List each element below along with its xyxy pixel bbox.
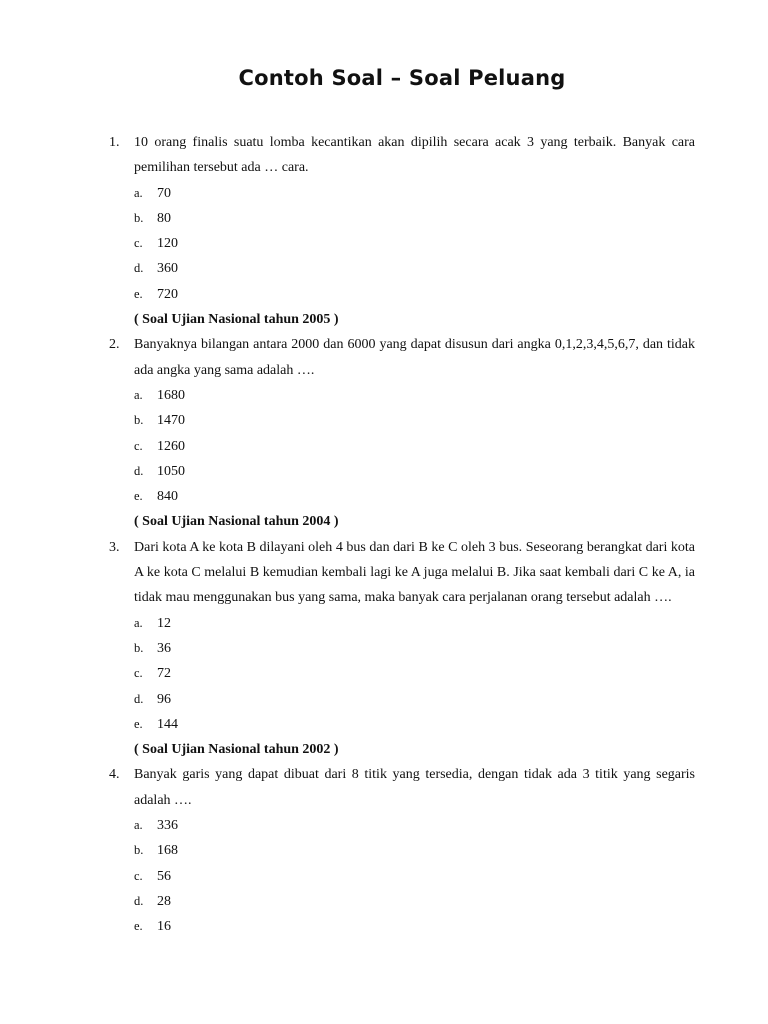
question-1 xyxy=(109,130,695,332)
option-a xyxy=(134,611,695,636)
option-e xyxy=(134,712,695,737)
option-letter: a. xyxy=(134,185,143,200)
option-a xyxy=(134,181,695,206)
option-list xyxy=(134,383,695,509)
question-text: Banyaknya bilangan antara 2000 dan 6000 yang dapat disusun dari angka 0,1,2,3,4,5,6,7, dan tidak ada angka yang sama adalah …. xyxy=(134,337,695,378)
option-letter: b. xyxy=(134,210,144,225)
question-3 xyxy=(109,535,695,763)
option-letter: d. xyxy=(134,463,144,478)
question-number: 4. xyxy=(109,767,120,783)
option-list xyxy=(134,181,695,307)
option-letter: c. xyxy=(134,868,143,883)
option-a xyxy=(134,383,695,408)
option-value: 360 xyxy=(157,261,178,277)
question-2 xyxy=(109,332,695,534)
question-number: 1. xyxy=(109,135,120,150)
option-c xyxy=(134,231,695,256)
option-c xyxy=(134,434,695,459)
option-d xyxy=(134,459,695,484)
option-d xyxy=(134,687,695,712)
question-text: Banyak garis yang dapat dibuat dari 8 titik yang tersedia, dengan tidak ada 3 titik yang segaris adalah …. xyxy=(134,767,695,808)
option-value: 96 xyxy=(157,691,171,707)
option-value: 840 xyxy=(157,489,178,505)
option-d xyxy=(134,256,695,281)
option-value: 72 xyxy=(157,666,171,682)
option-value: 12 xyxy=(157,615,171,631)
option-value: 1050 xyxy=(157,463,185,479)
option-letter: c. xyxy=(134,666,143,681)
question-4 xyxy=(109,762,695,939)
option-value: 80 xyxy=(157,210,171,226)
option-value: 720 xyxy=(157,286,178,302)
option-letter: a. xyxy=(134,615,143,630)
option-letter: e. xyxy=(134,286,143,301)
option-e xyxy=(134,914,695,939)
option-list xyxy=(134,813,695,939)
question-source: ( Soal Ujian Nasional tahun 2004 ) xyxy=(134,514,339,530)
option-letter: a. xyxy=(134,387,143,402)
option-c xyxy=(134,661,695,686)
option-letter: c. xyxy=(134,438,143,453)
option-letter: b. xyxy=(134,413,144,428)
option-letter: d. xyxy=(134,691,144,706)
option-letter: a. xyxy=(134,818,143,833)
option-letter: b. xyxy=(134,843,144,858)
option-value: 28 xyxy=(157,893,171,909)
question-text: 10 orang finalis suatu lomba kecantikan akan dipilih secara acak 3 yang terbaik. Banyak cara pemilihan tersebut ada … cara. xyxy=(134,135,695,176)
option-value: 168 xyxy=(157,843,178,859)
option-letter: b. xyxy=(134,640,144,655)
option-value: 36 xyxy=(157,640,171,656)
option-value: 56 xyxy=(157,868,171,884)
option-c xyxy=(134,864,695,889)
option-value: 1260 xyxy=(157,438,185,454)
option-value: 1680 xyxy=(157,387,185,403)
question-list xyxy=(109,130,695,940)
option-value: 120 xyxy=(157,236,178,252)
option-e xyxy=(134,484,695,509)
option-value: 336 xyxy=(157,818,178,834)
option-a xyxy=(134,813,695,838)
question-number: 3. xyxy=(109,539,120,555)
option-b xyxy=(134,838,695,863)
page-title: Contoh Soal – Soal Peluang xyxy=(238,66,566,90)
option-letter: d. xyxy=(134,261,144,276)
option-b xyxy=(134,206,695,231)
option-value: 144 xyxy=(157,716,178,732)
option-letter: e. xyxy=(134,716,143,731)
option-letter: e. xyxy=(134,919,143,934)
option-d xyxy=(134,889,695,914)
option-value: 70 xyxy=(157,185,171,201)
option-letter: e. xyxy=(134,489,143,504)
question-number: 2. xyxy=(109,337,120,353)
option-b xyxy=(134,636,695,661)
option-value: 1470 xyxy=(157,413,185,429)
question-source: ( Soal Ujian Nasional tahun 2002 ) xyxy=(134,742,339,758)
option-list xyxy=(134,611,695,737)
option-letter: d. xyxy=(134,893,144,908)
question-text: Dari kota A ke kota B dilayani oleh 4 bus dan dari B ke C oleh 3 bus. Seseorang berangkat dari kota A ke kota C melalui B kemudian kembali lagi ke A juga melalui B. Jika saat kembali dari C ke A, ia tidak mau menggunakan bus yang sama, maka banyak cara perjalanan orang tersebut adalah …. xyxy=(134,539,695,606)
question-source: ( Soal Ujian Nasional tahun 2005 ) xyxy=(134,312,339,328)
option-value: 16 xyxy=(157,919,171,935)
option-letter: c. xyxy=(134,236,143,251)
option-e xyxy=(134,282,695,307)
option-b xyxy=(134,408,695,433)
